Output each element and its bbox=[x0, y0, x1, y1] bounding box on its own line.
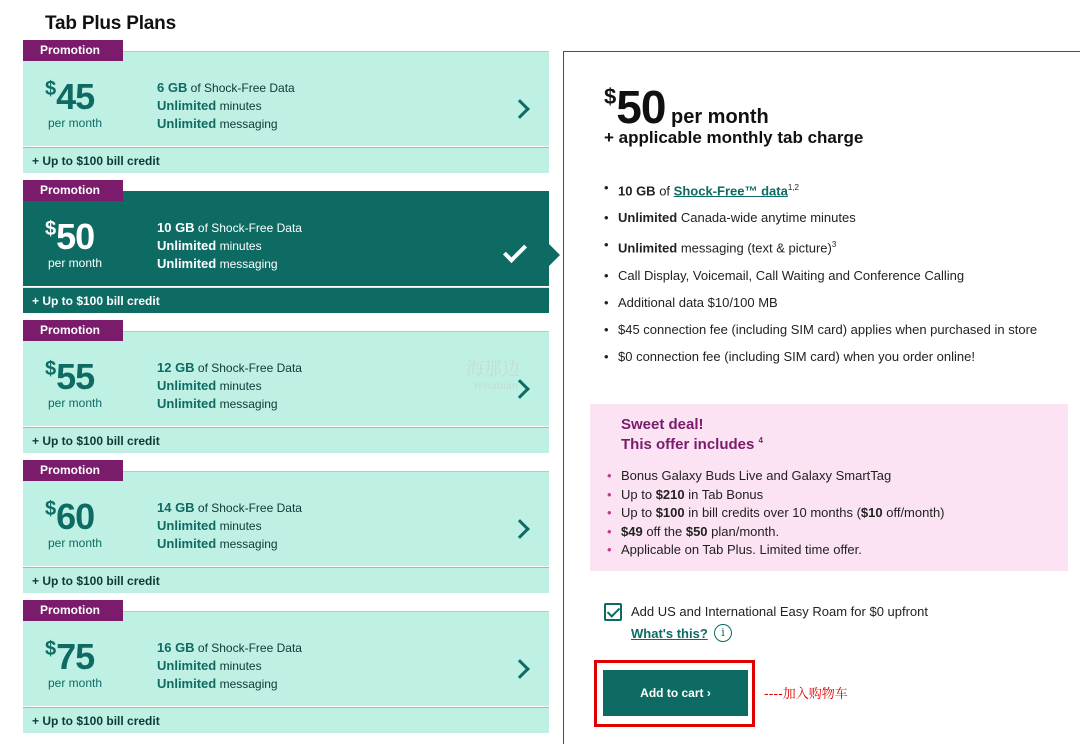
plan-detail-panel bbox=[563, 51, 1080, 744]
plan-card-60[interactable] bbox=[23, 460, 549, 600]
plan-card-body[interactable] bbox=[23, 191, 549, 286]
deal-list bbox=[607, 467, 945, 560]
page-title: Tab Plus Plans bbox=[45, 13, 176, 34]
list-item: • Unlimited Canada-wide anytime minutes bbox=[604, 209, 1044, 227]
plan-price: $50 bbox=[45, 216, 95, 257]
add-to-cart-button[interactable]: Add to cart › bbox=[603, 670, 748, 716]
list-item: • $49 off the $50 plan/month. bbox=[607, 523, 945, 542]
detail-price: $50 per month bbox=[604, 81, 769, 133]
plan-card-body[interactable] bbox=[23, 51, 549, 146]
chevron-right-icon[interactable] bbox=[510, 519, 530, 539]
plan-card-body[interactable] bbox=[23, 471, 549, 566]
easy-roam-checkbox[interactable] bbox=[604, 603, 622, 621]
plan-price: $45 bbox=[45, 76, 95, 117]
list-item: • 10 GB of Shock-Free™ data$^{1,2}$ bbox=[604, 179, 1044, 200]
promotion-badge: Promotion bbox=[23, 460, 123, 481]
plan-per-month: per month bbox=[48, 536, 103, 550]
annotation-label: ----加入购物车 bbox=[764, 687, 848, 702]
tab-charge-note: + applicable monthly tab charge bbox=[604, 128, 864, 147]
list-item: • Applicable on Tab Plus. Limited time offer. bbox=[607, 541, 945, 560]
chevron-right-icon[interactable] bbox=[510, 659, 530, 679]
plan-card-body[interactable] bbox=[23, 611, 549, 706]
checkmark-icon bbox=[503, 239, 527, 263]
promotion-badge: Promotion bbox=[23, 600, 123, 621]
selected-pointer bbox=[549, 244, 560, 266]
deal-title: Sweet deal! This offer includes $^4$ bbox=[621, 416, 763, 453]
plan-credit: + Up to $100 bill credit bbox=[23, 147, 549, 173]
plan-card-50[interactable] bbox=[23, 180, 549, 320]
plan-per-month: per month bbox=[48, 396, 103, 410]
shock-free-link[interactable]: Shock-Free™ data bbox=[673, 183, 788, 199]
plan-features: 10 GB of Shock-Free Data Unlimited minutes Unlimited messaging bbox=[157, 220, 302, 271]
list-item: • Call Display, Voicemail, Call Waiting and Conference Calling bbox=[604, 267, 1044, 285]
sweet-deal-box bbox=[590, 404, 1068, 571]
watermark: 海那边 Hinabian bbox=[466, 359, 520, 392]
plan-credit: + Up to $100 bill credit bbox=[23, 567, 549, 593]
plan-per-month: per month bbox=[48, 676, 103, 690]
promotion-badge: Promotion bbox=[23, 180, 123, 201]
info-icon[interactable]: i bbox=[714, 624, 732, 642]
list-item: • $45 connection fee (including SIM card) applies when purchased in store bbox=[604, 321, 1044, 339]
plan-features: 12 GB of Shock-Free Data Unlimited minutes Unlimited messaging bbox=[157, 360, 302, 411]
plan-features: 6 GB of Shock-Free Data Unlimited minutes Unlimited messaging bbox=[157, 80, 295, 131]
list-item: • Unlimited messaging (text & picture)$^3$ bbox=[604, 236, 1044, 257]
plan-per-month: per month bbox=[48, 256, 103, 270]
plan-card-75[interactable] bbox=[23, 600, 549, 740]
plan-price: $55 bbox=[45, 356, 95, 397]
plan-features: 14 GB of Shock-Free Data Unlimited minutes Unlimited messaging bbox=[157, 500, 302, 551]
list-item: • Up to $210 in Tab Bonus bbox=[607, 486, 945, 505]
plan-credit: + Up to $100 bill credit bbox=[23, 427, 549, 453]
plan-card-45[interactable] bbox=[23, 40, 549, 180]
plan-price: $60 bbox=[45, 496, 95, 537]
list-item: • Up to $100 in bill credits over 10 months ($10 off/month) bbox=[607, 504, 945, 523]
plan-price: $75 bbox=[45, 636, 95, 677]
plan-credit: + Up to $100 bill credit bbox=[23, 287, 549, 313]
plan-per-month: per month bbox=[48, 116, 103, 130]
chevron-right-icon[interactable] bbox=[510, 99, 530, 119]
easy-roam-label: Add US and International Easy Roam for $0 upfront bbox=[631, 604, 929, 619]
detail-feature-list bbox=[604, 179, 1044, 375]
promotion-badge: Promotion bbox=[23, 320, 123, 341]
list-item: • Bonus Galaxy Buds Live and Galaxy SmartTag bbox=[607, 467, 945, 486]
list-item: • $0 connection fee (including SIM card) when you order online! bbox=[604, 348, 1044, 366]
plan-features: 16 GB of Shock-Free Data Unlimited minutes Unlimited messaging bbox=[157, 640, 302, 691]
plan-credit: + Up to $100 bill credit bbox=[23, 707, 549, 733]
whats-this-link[interactable]: What's this? bbox=[631, 626, 708, 641]
promotion-badge: Promotion bbox=[23, 40, 123, 61]
list-item: • Additional data $10/100 MB bbox=[604, 294, 1044, 312]
